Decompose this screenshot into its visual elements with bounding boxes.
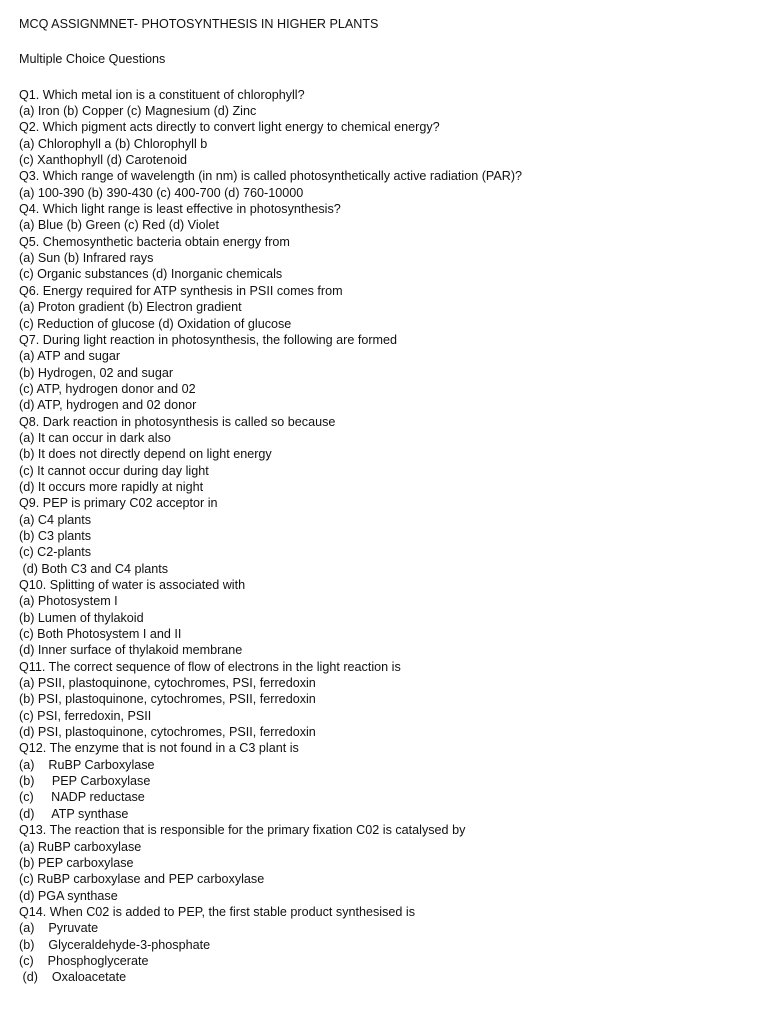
question-8: Q8. Dark reaction in photosynthesis is called so because (19, 414, 336, 429)
question-12: Q12. The enzyme that is not found in a C3 plant is (19, 741, 299, 756)
question-7-option-d: (d) ATP, hydrogen and 02 donor (19, 398, 197, 413)
question-4-options: (a) Blue (b) Green (c) Red (d) Violet (19, 218, 219, 233)
question-9-option-a: (a) C4 plants (19, 512, 92, 527)
question-1-options: (a) Iron (b) Copper (c) Magnesium (d) Zinc (19, 104, 257, 119)
question-6: Q6. Energy required for ATP synthesis in PSII comes from (19, 283, 343, 298)
question-12-option-d: (d) ATP synthase (19, 806, 129, 821)
question-1: Q1. Which metal ion is a constituent of chlorophyll? (19, 87, 305, 102)
question-11-option-c: (c) PSI, ferredoxin, PSII (19, 708, 152, 723)
question-7-option-a: (a) ATP and sugar (19, 349, 121, 364)
question-9-option-d: (d) Both C3 and C4 plants (19, 561, 169, 576)
question-8-option-b: (b) It does not directly depend on light energy (19, 447, 272, 462)
question-14-option-c: (c) Phosphoglycerate (19, 953, 149, 968)
question-8-option-d: (d) It occurs more rapidly at night (19, 479, 204, 494)
question-7-option-c: (c) ATP, hydrogen donor and 02 (19, 381, 196, 396)
question-9-option-b: (b) C3 plants (19, 528, 92, 543)
question-14-option-d: (d) Oxaloacetate (19, 970, 127, 985)
question-3: Q3. Which range of wavelength (in nm) is called photosynthetically active radiation (PAR)? (19, 169, 523, 184)
question-10-option-b: (b) Lumen of thylakoid (19, 610, 144, 625)
question-8-option-c: (c) It cannot occur during day light (19, 463, 209, 478)
question-10: Q10. Splitting of water is associated with (19, 578, 246, 592)
question-5: Q5. Chemosynthetic bacteria obtain energy from (19, 234, 290, 249)
question-12-option-b: (b) PEP Carboxylase (19, 774, 151, 789)
question-14-option-a: (a) Pyruvate (19, 921, 99, 936)
question-14-option-b: (b) Glyceraldehyde-3-phosphate (19, 937, 211, 952)
section-heading: Multiple Choice Questions (19, 52, 166, 67)
question-11-option-a: (a) PSII, plastoquinone, cytochromes, PSI, ferredoxin (19, 676, 316, 691)
document-title: MCQ ASSIGNMNET- PHOTOSYNTHESIS IN HIGHER PLANTS (19, 17, 379, 31)
question-11-option-d: (d) PSI, plastoquinone, cytochromes, PSII, ferredoxin (19, 725, 316, 740)
question-13-option-b: (b) PEP carboxylase (19, 855, 134, 870)
question-12-option-c: (c) NADP reductase (19, 790, 145, 805)
question-8-option-a: (a) It can occur in dark also (19, 430, 171, 445)
question-2-options-ab: (a) Chlorophyll a (b) Chlorophyll b (19, 136, 208, 151)
question-11-option-b: (b) PSI, plastoquinone, cytochromes, PSII, ferredoxin (19, 692, 316, 707)
blank-line (19, 68, 759, 87)
question-12-option-a: (a) RuBP Carboxylase (19, 757, 155, 772)
question-13-option-a: (a) RuBP carboxylase (19, 839, 142, 854)
question-5-options-cd: (c) Organic substances (d) Inorganic chemicals (19, 267, 283, 282)
question-10-option-d: (d) Inner surface of thylakoid membrane (19, 643, 243, 658)
question-13: Q13. The reaction that is responsible for the primary fixation C02 is catalysed by (19, 823, 466, 838)
question-3-options: (a) 100-390 (b) 390-430 (c) 400-700 (d) 760-10000 (19, 185, 304, 200)
question-14: Q14. When C02 is added to PEP, the first stable product synthesised is (19, 904, 415, 919)
question-10-option-c: (c) Both Photosystem I and II (19, 627, 182, 642)
question-2: Q2. Which pigment acts directly to convert light energy to chemical energy? (19, 120, 440, 135)
question-7-option-b: (b) Hydrogen, 02 and sugar (19, 365, 174, 380)
question-2-options-cd: (c) Xanthophyll (d) Carotenoid (19, 153, 187, 168)
document-body (19, 16, 759, 986)
question-6-options-ab: (a) Proton gradient (b) Electron gradient (19, 300, 242, 315)
question-13-option-c: (c) RuBP carboxylase and PEP carboxylase (19, 872, 265, 887)
question-7: Q7. During light reaction in photosynthesis, the following are formed (19, 332, 398, 347)
question-9: Q9. PEP is primary C02 acceptor in (19, 496, 218, 511)
question-6-options-cd: (c) Reduction of glucose (d) Oxidation of glucose (19, 316, 292, 331)
question-5-options-ab: (a) Sun (b) Infrared rays (19, 251, 154, 266)
question-4: Q4. Which light range is least effective in photosynthesis? (19, 202, 341, 217)
question-10-option-a: (a) Photosystem I (19, 594, 118, 609)
question-9-option-c: (c) C2-plants (19, 545, 92, 560)
question-11: Q11. The correct sequence of flow of electrons in the light reaction is (19, 659, 401, 674)
blank-line (19, 32, 759, 51)
question-13-option-d: (d) PGA synthase (19, 888, 118, 903)
